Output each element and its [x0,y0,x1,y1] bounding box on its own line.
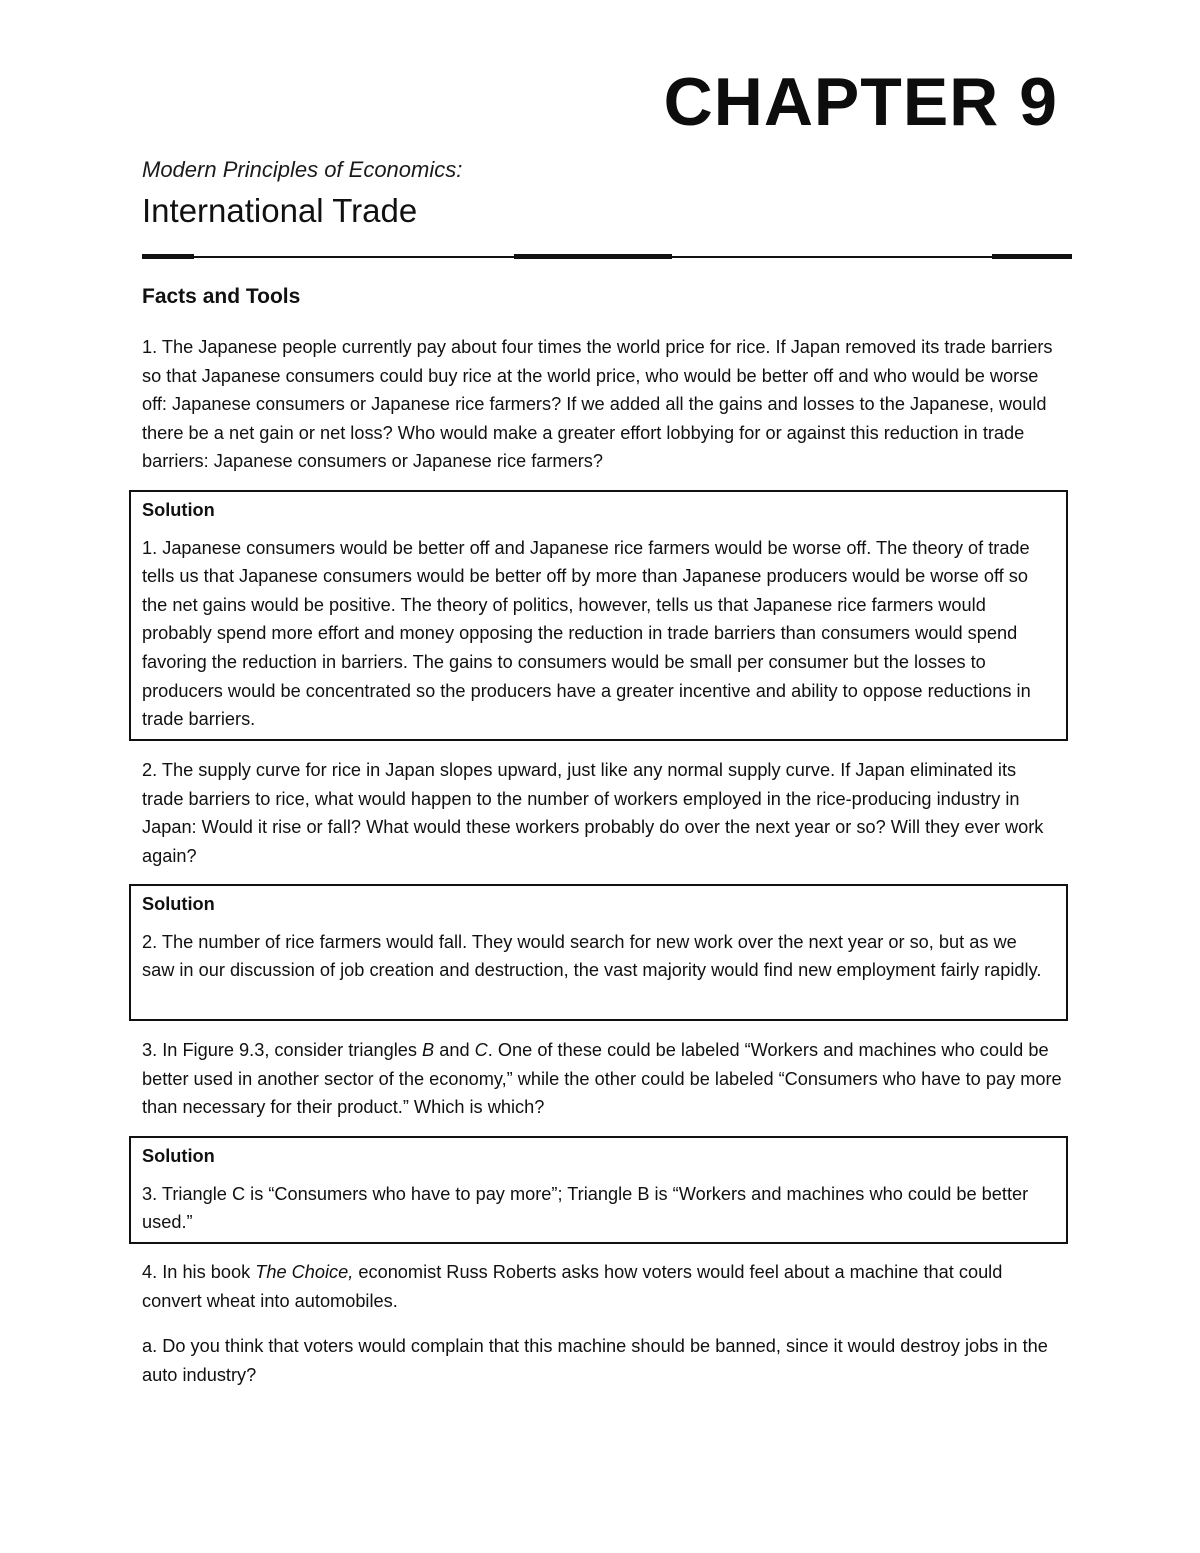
question-3-text [142,1036,1062,1122]
question-3-part-2: and [434,1040,475,1060]
question-2 [142,756,1062,870]
book-title: The Choice, [255,1262,354,1282]
solution-3-text: 3. Triangle C is “Consumers who have to pay more”; Triangle B is “Workers and machines who could be better used.” [142,1183,1029,1233]
question-1 [142,333,1062,476]
book-subtitle: Modern Principles of Economics: [142,157,463,182]
solution-box-3 [129,1136,1068,1244]
question-4a-text: a. Do you think that voters would complain that this machine should be banned, since it would destroy jobs in the auto industry? [142,1336,1048,1385]
question-4-part-1: 4. In his book [142,1262,256,1282]
question-3 [142,1036,1062,1122]
title-rule-accent-middle [514,254,672,259]
question-3-part-3: . One of these could be labeled “Workers and machines who could be better used in another sector of the economy,” while the other could be labeled “Consumers who have to pay more than necessary for their product.” Which is which? [142,1040,1062,1118]
question-4-text [142,1258,1062,1315]
solution-box-2 [129,884,1068,1021]
triangle-b-label: B [422,1040,435,1060]
chapter-title: International Trade [142,192,418,229]
solution-label: Solution [142,1146,215,1166]
title-rule-accent-left [142,254,194,259]
question-4a [142,1332,1062,1389]
chapter-heading: CHAPTER 9 [663,64,1058,140]
question-1-text: 1. The Japanese people currently pay about four times the world price for rice. If Japan removed its trade barriers so that Japanese consumers could buy rice at the world price, who would be better off and who would be worse off: Japanese consumers or Japanese rice farmers? If we added all the gains and losses to the Japanese, would there be a net gain or net loss? Who would make a greater effort lobbying for or against this reduction in trade barriers: Japanese consumers or Japanese rice farmers? [142,337,1053,472]
solution-1-text: 1. Japanese consumers would be better off and Japanese rice farmers would be worse off. The theory of trade tells us that Japanese consumers would be better off by more than Japanese producers would be worse off so the net gains would be positive. The theory of politics, however, tells us that Japanese rice farmers would probably spend more effort and money opposing the reduction in trade barriers than consumers would spend favoring the reduction in barriers. The gains to consumers would be small per consumer but the losses to producers would be concentrated so the producers have a greater incentive and ability to oppose reductions in trade barriers. [142,537,1031,730]
solution-label: Solution [142,500,215,520]
triangle-c-label: C [474,1040,488,1060]
section-heading: Facts and Tools [142,285,301,308]
question-4-part-2: economist Russ Roberts asks how voters would feel about a machine that could convert wheat into automobiles. [142,1262,1003,1311]
question-3-part-1: 3. In Figure 9.3, consider triangles [142,1040,423,1060]
question-2-text: 2. The supply curve for rice in Japan slopes upward, just like any normal supply curve. If Japan eliminated its trade barriers to rice, what would happen to the number of workers employed in the rice-producing industry in Japan: Would it rise or fall? What would these workers probably do over the next year or so? Will they ever work again? [142,760,1044,866]
title-rule-accent-right [992,254,1072,259]
solution-label: Solution [142,894,215,914]
solution-2-text: 2. The number of rice farmers would fall. They would search for new work over the next year or so, but as we saw in our discussion of job creation and destruction, the vast majority would find new employment fairly rapidly. [142,931,1042,981]
solution-box-1 [129,490,1068,741]
question-4 [142,1258,1062,1315]
